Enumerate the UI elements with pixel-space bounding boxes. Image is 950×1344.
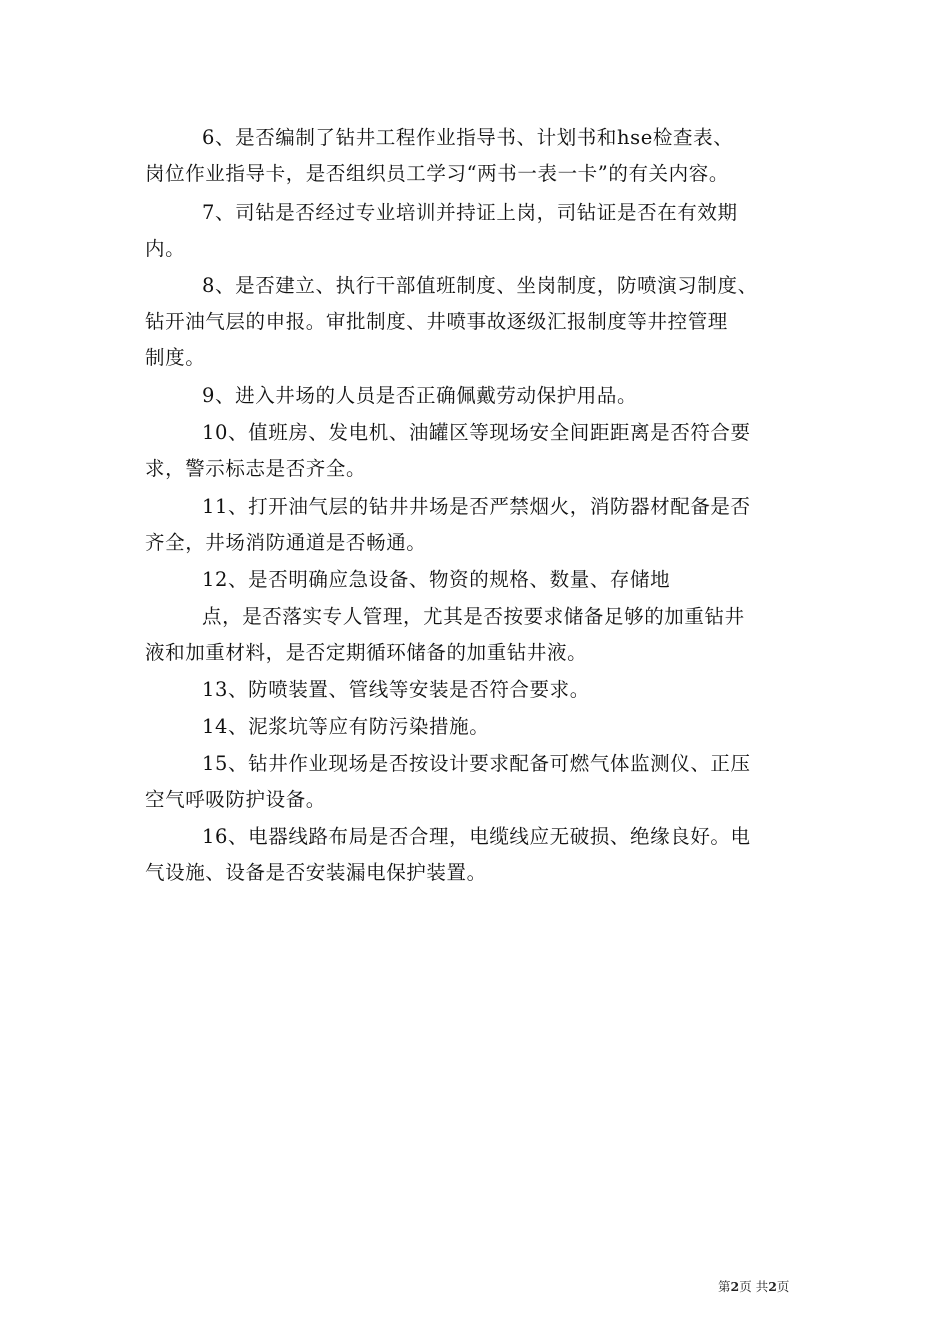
text-line: 齐全，井场消防通道是否畅通。: [145, 531, 427, 554]
text-line: 14、泥浆坑等应有防污染措施。: [202, 715, 490, 738]
text-line: 空气呼吸防护设备。: [145, 788, 326, 811]
text-line: 钻开油气层的申报。审批制度、井喷事故逐级汇报制度等井控管理: [145, 310, 728, 333]
total-page-number: 2: [768, 1279, 777, 1294]
page-footer: [718, 1278, 789, 1296]
text-line: 13、防喷装置、管线等安装是否符合要求。: [202, 678, 590, 701]
text-line: 8、是否建立、执行干部值班制度、坐岗制度，防喷演习制度、: [202, 274, 758, 297]
text-line: 12、是否明确应急设备、物资的规格、数量、存储地: [202, 568, 671, 591]
footer-prefix: 第: [718, 1279, 731, 1294]
text-line: 内。: [145, 237, 186, 260]
text-line: 11、打开油气层的钻井井场是否严禁烟火，消防器材配备是否: [202, 495, 751, 518]
footer-suffix: 页: [776, 1279, 790, 1294]
text-line: 9、进入井场的人员是否正确佩戴劳动保护用品。: [202, 384, 638, 407]
current-page-number: 2: [730, 1279, 740, 1294]
text-line: 液和加重材料，是否定期循环储备的加重钻井液。: [145, 641, 588, 664]
text-line: 7、司钻是否经过专业培训并持证上岗，司钻证是否在有效期: [202, 201, 738, 224]
text-line: 求，警示标志是否齐全。: [145, 457, 367, 480]
footer-middle: 页 共: [739, 1279, 769, 1294]
text-line: 气设施、设备是否安装漏电保护装置。: [145, 861, 487, 884]
text-line: 点，是否落实专人管理，尤其是否按要求储备足够的加重钻井: [202, 605, 745, 628]
text-line: 15、钻井作业现场是否按设计要求配备可燃气体监测仪、正压: [202, 752, 751, 775]
text-line: 6、是否编制了钻井工程作业指导书、计划书和hse检查表、: [202, 126, 734, 149]
text-line: 10、值班房、发电机、油罐区等现场安全间距距离是否符合要: [202, 421, 751, 444]
text-line: 16、电器线路布局是否合理，电缆线应无破损、绝缘良好。电: [202, 825, 751, 848]
text-line: 岗位作业指导卡，是否组织员工学习“两书一表一卡”的有关内容。: [145, 162, 729, 185]
text-line: 制度。: [145, 346, 206, 369]
